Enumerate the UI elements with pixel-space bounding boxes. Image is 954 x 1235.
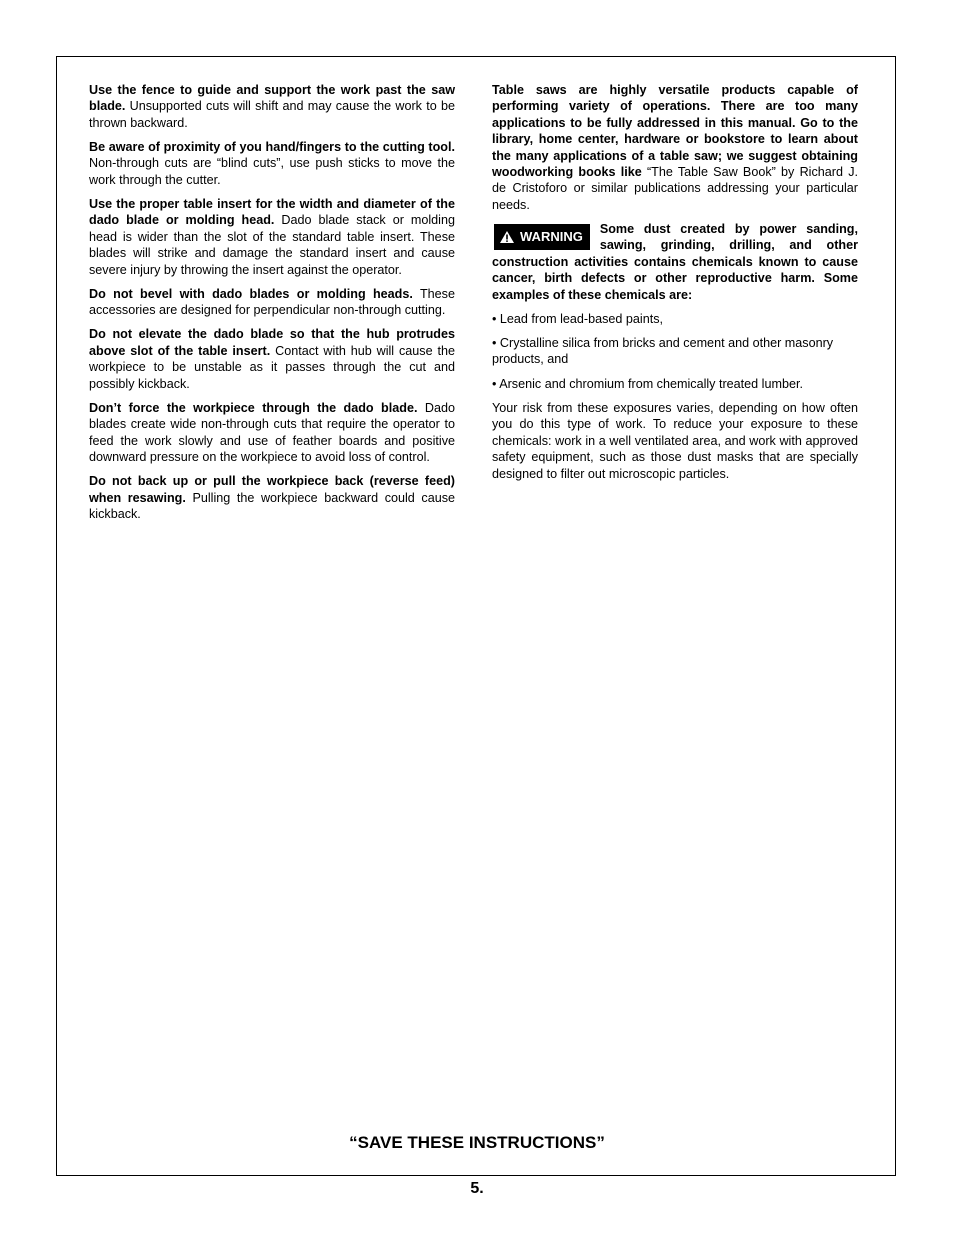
bullet-silica: • Crystalline silica from bricks and cement and other masonry products, and	[492, 336, 834, 367]
closing-paragraph: Your risk from these exposures varies, depending on how often you do this type of work. To reduce your exposure to these chemicals: work in a well ventilated area, and work with approved safety equipment, such as those dust masks that are specially designed to filter out microscopic particles.	[492, 400, 858, 481]
safety-rule-hub: Do not elevate the dado blade so that the hub protrudes above slot of the table insert. Contact with hub will cause the workpiece to be unstable as it passes through the cut and possibly kickback.	[89, 327, 456, 391]
safety-rule-force: Don’t force the workpiece through the dado blade. Dado blades create wide non-through cuts that require the operator to feed the work slowly and use of feather boards and positive downward pressure on the workpiece to avoid loss of control.	[89, 400, 455, 465]
safety-rule-bevel: Do not bevel with dado blades or molding heads. These accessories are designed for perpendicular non-through cutting.	[89, 286, 455, 318]
safety-rule-reverse-feed: Do not back up or pull the workpiece back (reverse feed) when resawing. Pulling the workpiece backward could cause kickback.	[89, 474, 455, 522]
left-column	[89, 82, 455, 530]
safety-rule-fence: Use the fence to guide and support the work past the saw blade. Unsupported cuts will shift and may cause the work to be thrown backward.	[89, 83, 455, 130]
page-number: 5.	[470, 1180, 484, 1197]
intro-paragraph: Table saws are highly versatile products capable of performing variety of operations. There are too many applications to be fully addressed in this manual. Go to the library, home center, hardware or bookstore to learn about the many applications of a table saw; we suggest obtaining woodworking books like “The Table Saw Book” by Richard J. de Cristoforo or similar publications addressing your particular needs.	[492, 83, 859, 212]
bullet-lead: • Lead from lead-based paints,	[492, 311, 664, 326]
safety-rule-table-insert: Use the proper table insert for the width and diameter of the dado blade or molding head. Dado blade stack or molding head is wider than the slot of the standard table insert. These blades will strike and damage the standard insert and cause severe injury by throwing the insert against the operator.	[89, 197, 455, 277]
warning-badge	[494, 224, 590, 250]
right-column	[492, 82, 858, 490]
safety-rule-proximity: Be aware of proximity of you hand/fingers to the cutting tool. Non-through cuts are “blind cuts”, use push sticks to move the work through the cutter.	[89, 140, 455, 187]
save-instructions-text: “SAVE THESE INSTRUCTIONS”	[349, 1133, 605, 1152]
warning-triangle-icon	[500, 231, 514, 243]
bullet-arsenic: • Arsenic and chromium from chemically treated lumber.	[492, 376, 803, 391]
warning-paragraph	[492, 221, 858, 303]
warning-text: Some dust created by power sanding, sawing, grinding, drilling, and other construction activities contains chemicals known to cause cancer, birth defects or other reproductive harm. Some examples of these chemicals are:	[492, 222, 858, 302]
warning-label: WARNING	[520, 229, 583, 245]
